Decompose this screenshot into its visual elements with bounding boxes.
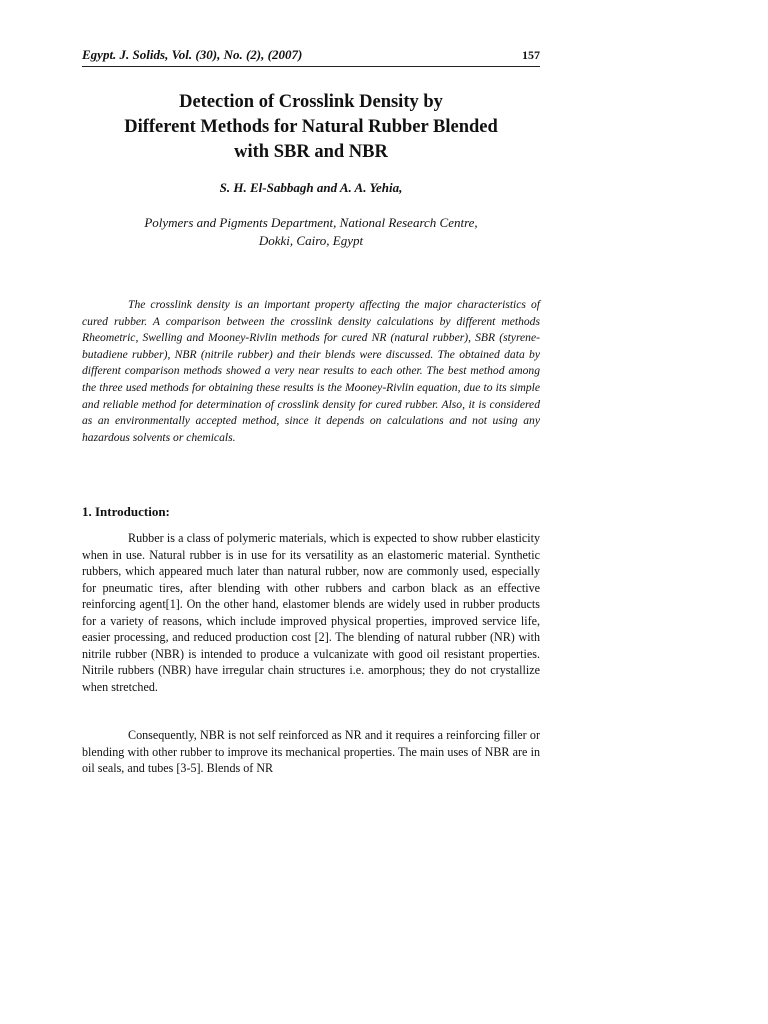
affiliation-line-2: Dokki, Cairo, Egypt (258, 233, 364, 248)
title-line-2: Different Methods for Natural Rubber Blended (124, 117, 498, 137)
affiliation (72, 214, 550, 250)
title-line-3: with SBR and NBR (234, 142, 388, 162)
intro-paragraph-1: Rubber is a class of polymeric materials, which is expected to show rubber elasticity when in use. Natural rubber is in use for its versatility as an elastomeric material. Synthetic rubbers, which appeared much later than natural rubber, now are commonly used, especially for pneumatic tires, after blending with other rubbers and carbon black as an effective reinforcing agent[1]. On the other hand, elastomer blends are widely used in rubber products for a variety of reasons, which include improved physical properties, improved service life, easier processing, and reduced production cost [2]. The blending of natural rubber (NR) with nitrile rubber (NBR) is intended to produce a vulcanizate with good oil resistant properties. Nitrile rubbers (NBR) have irregular chain structures i.e. amorphous; they do not crystallize when stretched. (82, 531, 540, 694)
page-number: 157 (522, 48, 540, 62)
journal-citation: Egypt. J. Solids, Vol. (30), No. (2), (2007) (82, 47, 303, 62)
author-list: S. H. El-Sabbagh and A. A. Yehia, (219, 180, 403, 195)
section-heading-introduction: 1. Introduction: (82, 504, 170, 519)
title-line-1: Detection of Crosslink Density by (179, 92, 443, 112)
abstract: The crosslink density is an important property affecting the major characteristics of cured rubber. A comparison between the crosslink density calculations by different methods Rheometric, Swelling and Mooney-Rivlin methods for cured NR (natural rubber), SBR (styrene-butadiene rubber), NBR (nitrile rubber) and their blends were discussed. The obtained data by different comparison methods showed a very near results to each other. The best method among the three used methods for obtaining these results is the Mooney-Rivlin equation, due to its simple and reliable method for determination of crosslink density for cured rubber. Also, it is considered as an environmentally accepted method, since it depends on calculations and not using any hazardous solvents or chemicals. (82, 298, 540, 444)
paper-title (72, 90, 550, 165)
affiliation-line-1: Polymers and Pigments Department, National Research Centre, (144, 215, 478, 230)
intro-paragraph-2: Consequently, NBR is not self reinforced as NR and it requires a reinforcing filler or blending with other rubber to improve its mechanical properties. The main uses of NBR are in oil seals, and tubes [3-5]. Blends of NR (82, 728, 540, 775)
running-header (82, 44, 540, 67)
